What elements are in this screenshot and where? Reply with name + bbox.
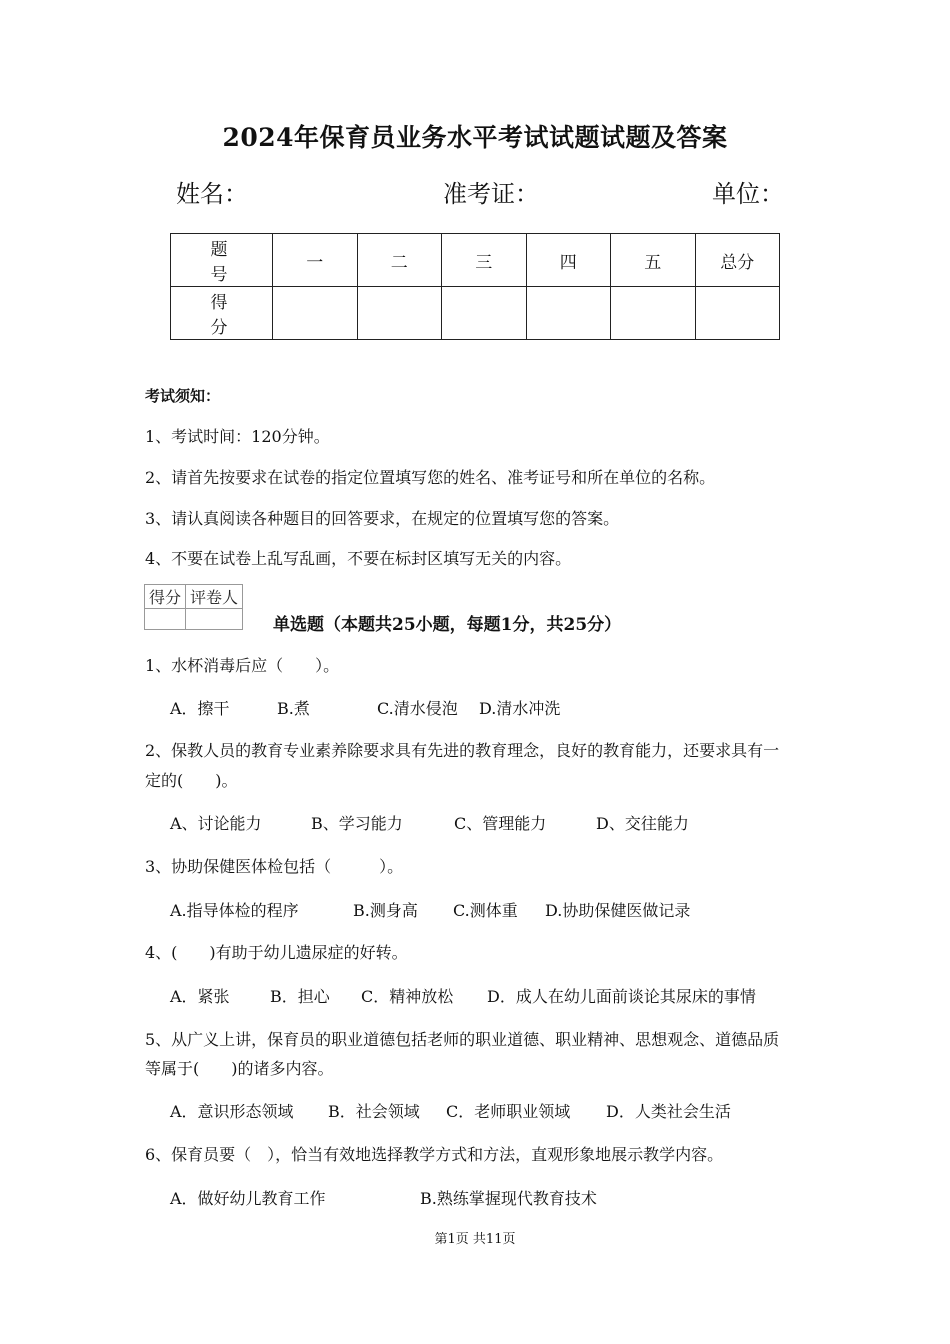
question-option[interactable]: B．社会领域: [328, 1102, 420, 1121]
question-option[interactable]: B.测身高: [353, 901, 418, 920]
score-table-cell: 四: [526, 234, 611, 287]
notice-item: 1、考试时间：120分钟。: [145, 427, 330, 446]
exam-id-field-label: 准考证：: [443, 180, 539, 208]
question-stem: 6、保育员要（ ），恰当有效地选择教学方式和方法，直观形象地展示教学内容。: [145, 1145, 724, 1164]
notice-item: 2、请首先按要求在试卷的指定位置填写您的姓名、准考证号和所在单位的名称。: [145, 468, 716, 487]
notice-item: 3、请认真阅读各种题目的回答要求，在规定的位置填写您的答案。: [145, 509, 620, 528]
question-option[interactable]: D．成人在幼儿面前谈论其尿床的事情: [487, 987, 756, 1006]
question-stem-continued: 定的( )。: [145, 771, 238, 790]
question-option[interactable]: A．紧张: [170, 987, 230, 1006]
question-option[interactable]: A.指导体检的程序: [170, 901, 299, 920]
question-option[interactable]: C．老师职业领域: [446, 1102, 571, 1121]
question-stem: 5、从广义上讲，保育员的职业道德包括老师的职业道德、职业精神、思想观念、道德品质: [145, 1030, 780, 1049]
question-stem: 3、协助保健医体检包括（ ）。: [145, 857, 404, 876]
question-option[interactable]: B.熟练掌握现代教育技术: [420, 1189, 597, 1208]
question-option[interactable]: A．做好幼儿教育工作: [170, 1189, 326, 1208]
score-table: [170, 233, 780, 340]
question-stem-continued: 等属于( )的诸多内容。: [145, 1059, 334, 1078]
unit-field-label: 单位：: [712, 180, 784, 208]
page-footer: 第1页 共11页: [434, 1232, 516, 1247]
score-table-cell: 得 分: [171, 287, 273, 340]
score-input-cell[interactable]: [357, 287, 442, 340]
section-title: 单选题（本题共25小题，每题1分，共25分）: [273, 615, 622, 635]
question-stem: 2、保教人员的教育专业素养除要求具有先进的教育理念，良好的教育能力，还要求具有一: [145, 741, 780, 760]
question-option[interactable]: C．精神放松: [361, 987, 454, 1006]
name-field-label: 姓名：: [176, 180, 248, 208]
page-title: 2024年保育员业务水平考试试题试题及答案: [222, 123, 728, 152]
question-option[interactable]: D．人类社会生活: [606, 1102, 731, 1121]
score-table-header-row: [171, 234, 780, 287]
question-option[interactable]: C.测体重: [453, 901, 518, 920]
question-option[interactable]: B.煮: [277, 699, 310, 718]
question-option[interactable]: D.清水冲洗: [479, 699, 561, 718]
grader-box-score-cell[interactable]: [145, 609, 186, 630]
score-table-cell: 五: [611, 234, 696, 287]
grader-box-grader-label: 评卷人: [186, 585, 243, 609]
score-input-cell[interactable]: [695, 287, 780, 340]
question-option[interactable]: A．擦干: [170, 699, 230, 718]
question-stem: 1、水杯消毒后应（ ）。: [145, 656, 340, 675]
score-table-cell: 题 号: [171, 234, 273, 287]
grader-box-grader-cell[interactable]: [186, 609, 243, 630]
grader-box: [144, 584, 243, 630]
score-table-cell: 二: [357, 234, 442, 287]
score-input-cell[interactable]: [526, 287, 611, 340]
question-option[interactable]: C、管理能力: [454, 814, 547, 833]
question-option[interactable]: D.协助保健医做记录: [545, 901, 691, 920]
score-input-cell[interactable]: [442, 287, 527, 340]
score-input-cell[interactable]: [273, 287, 358, 340]
question-option[interactable]: B．担心: [270, 987, 330, 1006]
score-table-score-row: [171, 287, 780, 340]
question-option[interactable]: C.清水侵泡: [377, 699, 458, 718]
question-option[interactable]: B、学习能力: [311, 814, 403, 833]
notice-heading: 考试须知：: [145, 387, 221, 405]
question-option[interactable]: A．意识形态领域: [170, 1102, 294, 1121]
question-option[interactable]: D、交往能力: [596, 814, 689, 833]
grader-box-score-label: 得分: [145, 585, 186, 609]
notice-item: 4、不要在试卷上乱写乱画，不要在标封区填写无关的内容。: [145, 549, 572, 568]
question-option[interactable]: A、讨论能力: [170, 814, 262, 833]
score-table-cell: 三: [442, 234, 527, 287]
score-table-cell: 总分: [695, 234, 780, 287]
question-stem: 4、( )有助于幼儿遗尿症的好转。: [145, 943, 408, 962]
score-input-cell[interactable]: [611, 287, 696, 340]
score-table-cell: 一: [273, 234, 358, 287]
